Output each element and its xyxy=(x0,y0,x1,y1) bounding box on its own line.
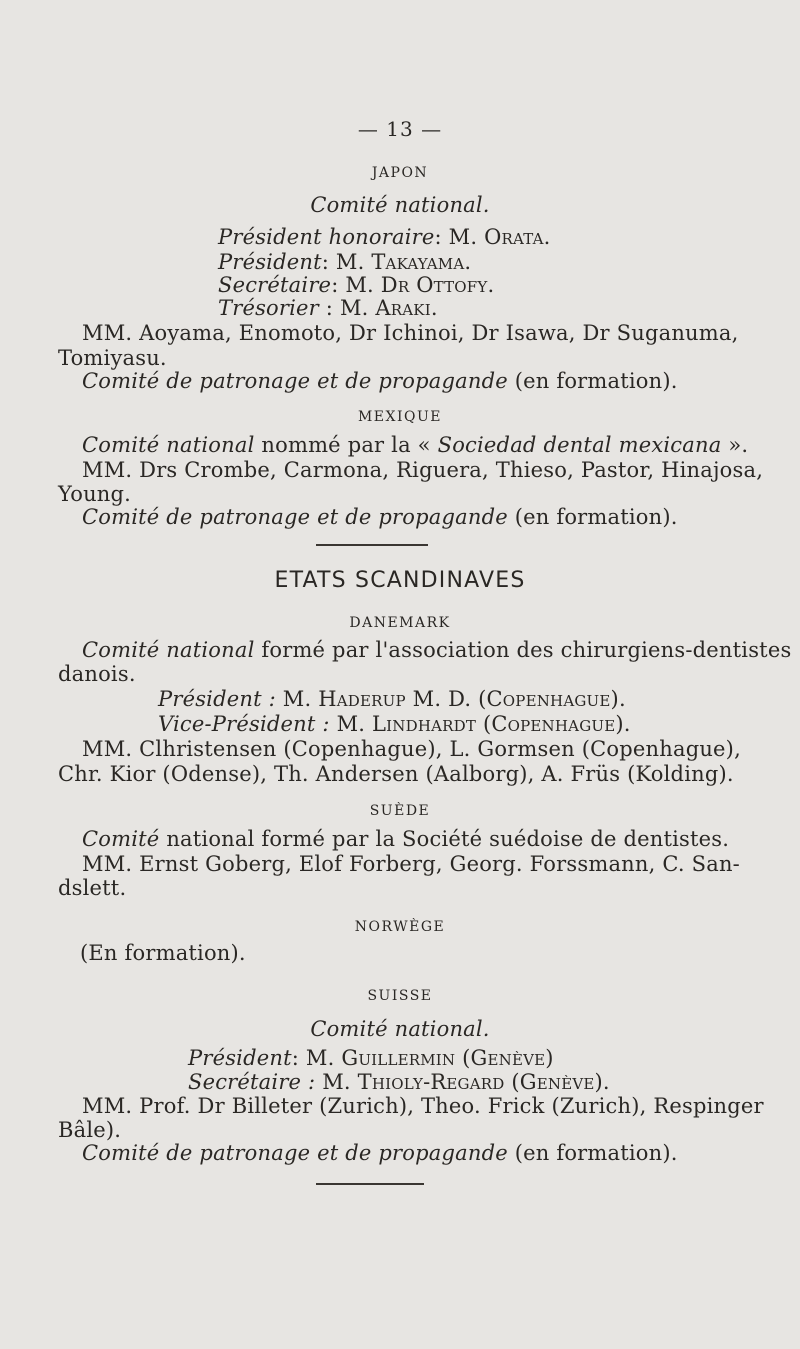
japon-members-line2: Tomiyasu. xyxy=(58,346,167,370)
danemark-members-line1: MM. Clhristensen (Copenhague), L. Gormsen (Copenhague), xyxy=(82,737,741,761)
label: Comité national xyxy=(82,433,255,457)
suisse-members-line2: Bâle). xyxy=(58,1118,122,1142)
name: M. Haderup M. D. (Copenhague). xyxy=(282,687,626,711)
name: M. Takayama. xyxy=(335,250,472,274)
end: ». xyxy=(728,433,749,457)
label: Président xyxy=(188,1046,292,1070)
status: (en formation). xyxy=(514,505,678,529)
suede-comite xyxy=(82,826,729,852)
label: Comité xyxy=(82,827,160,851)
mexique-members-line1: MM. Drs Crombe, Carmona, Riguera, Thieso, Pastor, Hinajosa, xyxy=(82,458,764,482)
danemark-comite-cont: danois. xyxy=(58,662,136,686)
mexique-comite xyxy=(82,432,748,458)
label: Trésorier xyxy=(218,296,319,320)
section-heading-norvege: NORWÈGE xyxy=(354,919,446,935)
name: M. Guillermin (Genève) xyxy=(305,1046,554,1070)
section-heading-japon: JAPON xyxy=(371,165,429,181)
japon-secretaire: Secrétaire: M. Dr Ottofy. xyxy=(218,273,495,297)
label: Président : xyxy=(158,687,276,711)
label: Secrétaire : xyxy=(188,1070,316,1094)
suisse-secretaire xyxy=(188,1069,610,1095)
danemark-president xyxy=(158,686,626,712)
name: M. Dr Ottofy. xyxy=(345,273,495,297)
danemark-comite xyxy=(82,637,791,663)
status: (en formation). xyxy=(514,369,678,393)
section-divider xyxy=(316,544,428,546)
suisse-patronage xyxy=(82,1140,678,1166)
suede-members-line2: dslett. xyxy=(58,876,127,900)
page-number: — 13 — xyxy=(357,117,443,141)
mexique-members-line2: Young. xyxy=(58,482,132,506)
label: Vice-Président : xyxy=(158,712,330,736)
section-heading-mexique: MEXIQUE xyxy=(357,409,443,425)
label: Comité de patronage et de propagande xyxy=(82,369,508,393)
label: Secrétaire xyxy=(218,273,332,297)
japon-comite-national: Comité national. xyxy=(310,193,490,217)
status: (en formation). xyxy=(514,1141,678,1165)
society: Sociedad dental mexicana xyxy=(437,433,722,457)
norvege-status: (En formation). xyxy=(80,941,246,965)
name: M. Lindhardt (Copenhague). xyxy=(336,712,631,736)
japon-president-honoraire: Président honoraire: M. Orata. xyxy=(218,225,551,249)
danemark-vice-president xyxy=(158,711,631,737)
name: M. Thioly-Regard (Genève). xyxy=(322,1070,610,1094)
section-heading-danemark: DANEMARK xyxy=(349,615,451,631)
label: Président xyxy=(218,250,322,274)
japon-tresorier: Trésorier : M. Araki. xyxy=(218,296,438,320)
label: Comité de patronage et de propagande xyxy=(82,505,508,529)
mexique-patronage xyxy=(82,504,678,530)
suisse-members-line1: MM. Prof. Dr Billeter (Zurich), Theo. Frick (Zurich), Respinger xyxy=(82,1094,764,1118)
text: formé par l'association des chirurgiens-dentistes xyxy=(261,638,792,662)
name: M. Araki. xyxy=(339,296,438,320)
section-heading-suede: SUÈDE xyxy=(369,803,431,819)
name: M. Orata. xyxy=(448,225,551,249)
suede-members-line1: MM. Ernst Goberg, Elof Forberg, Georg. Forssmann, C. San- xyxy=(82,852,740,876)
suisse-comite-national: Comité national. xyxy=(310,1017,490,1041)
label: Président honoraire xyxy=(218,225,435,249)
danemark-members-line2: Chr. Kior (Odense), Th. Andersen (Aalborg), A. Früs (Kolding). xyxy=(58,762,734,786)
japon-patronage xyxy=(82,368,678,394)
label: Comité de patronage et de propagande xyxy=(82,1141,508,1165)
suisse-president: Président: M. Guillermin (Genève) xyxy=(188,1046,554,1070)
section-heading-suisse: SUISSE xyxy=(367,988,433,1004)
japon-president: Président: M. Takayama. xyxy=(218,250,472,274)
section-divider-end xyxy=(316,1183,424,1185)
text: nommé par la « xyxy=(261,433,431,457)
japon-members-line1: MM. Aoyama, Enomoto, Dr Ichinoi, Dr Isawa, Dr Suganuma, xyxy=(82,321,739,345)
label: Comité national xyxy=(82,638,255,662)
text: national formé par la Société suédoise de dentistes. xyxy=(166,827,730,851)
section-heading-scandinaves: ETATS SCANDINAVES xyxy=(274,568,526,593)
